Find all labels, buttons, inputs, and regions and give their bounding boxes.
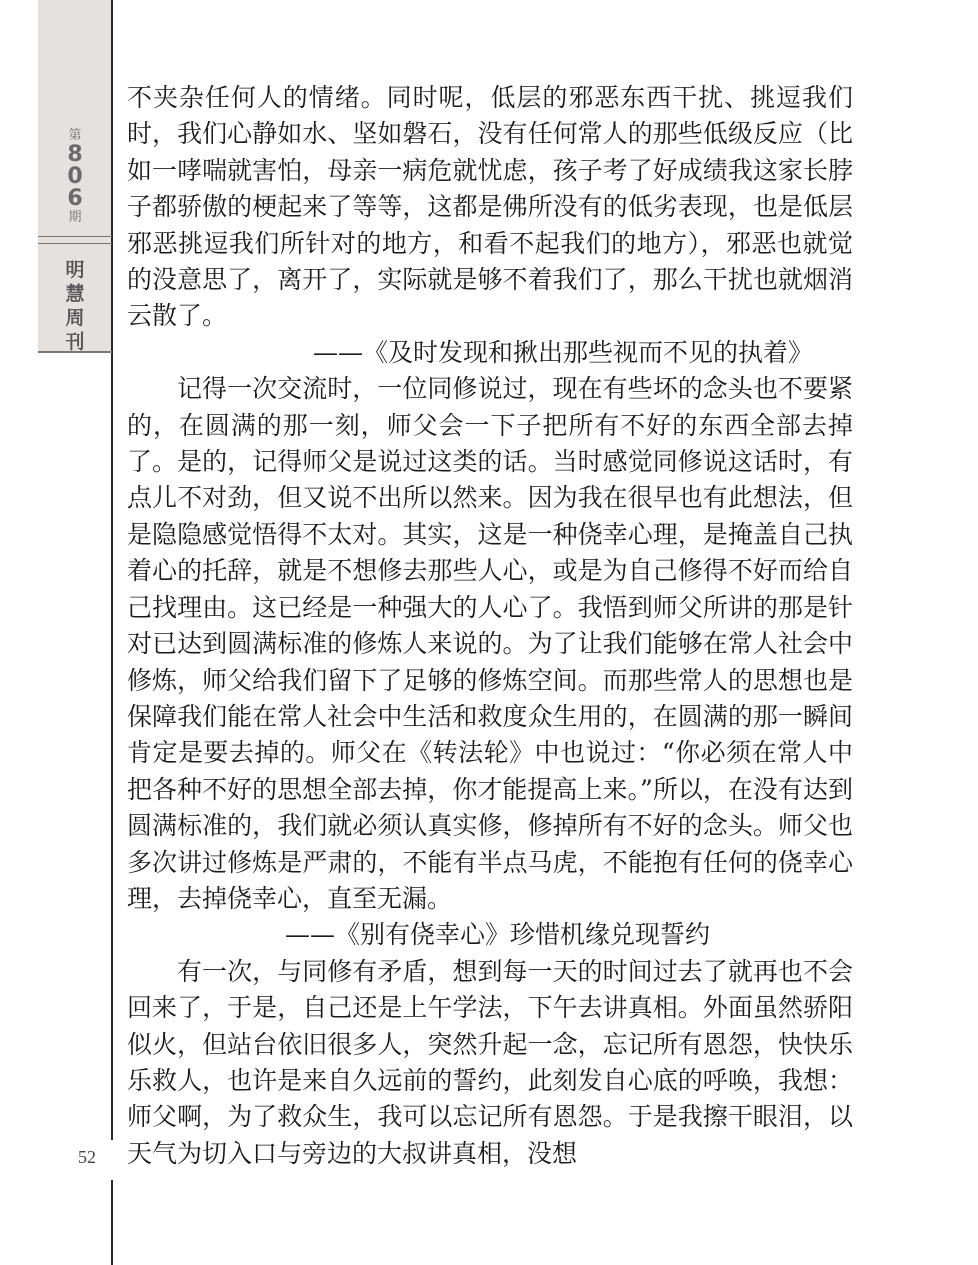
issue-prefix: 第	[68, 128, 82, 143]
body-text	[127, 80, 853, 1172]
journal-char: 明	[65, 259, 85, 281]
journal-char: 周	[65, 307, 85, 329]
paragraph: 不夹杂任何人的情绪。同时呢，低层的邪恶东西干扰、挑逗我们时，我们心静如水、坚如磐石，没有任何常人的那些低级反应（比如一哮喘就害怕，母亲一病危就忧虑，孩子考了好成绩我这家长脖子都骄傲的梗起来了等等，这都是佛所没有的低劣表现，也是低层邪恶挑逗我们所针对的地方，和看不起我们的地方），邪恶也就觉的没意思了，离开了，实际就是够不着我们了，那么干扰也就烟消云散了。	[127, 83, 853, 331]
issue-digit: 8	[67, 142, 83, 167]
journal-title	[38, 258, 112, 354]
journal-char: 慧	[65, 283, 85, 305]
paragraph: 有一次，与同修有矛盾，想到每一天的时间过去了就再也不会回来了，于是，自己还是上午学法，下午去讲真相。外面虽然骄阳似火，但站台依旧很多人，突然升起一念，忘记所有恩怨，快快乐乐救人，也许是来自久远前的誓约，此刻发自心底的呼唤，我想：师父啊，为了救众生，我可以忘记所有恩怨。于是我擦干眼泪，以天气为切入口与旁边的大叔讲真相，没想	[127, 956, 853, 1168]
issue-label	[38, 128, 112, 226]
citation: ——《及时发现和揪出那些视而不见的执着》	[312, 337, 813, 367]
page-number: 52	[78, 1147, 96, 1167]
issue-digit: 6	[67, 186, 83, 211]
issue-suffix: 期	[68, 210, 82, 225]
citation-heading: ——《别有侥幸心》珍惜机缘兑现誓约	[285, 920, 711, 950]
sidebar-divider	[38, 236, 112, 244]
issue-digit: 0	[67, 164, 83, 189]
paragraph: 记得一次交流时，一位同修说过，现在有些坏的念头也不要紧的，在圆满的那一刻，师父会一下子把所有不好的东西全部去掉了。是的，记得师父是说过这类的话。当时感觉同修说这话时，有点儿不对劲，但又说不出所以然来。因为我在很早也有此想法，但是隐隐感觉悟得不太对。其实，这是一种侥幸心理，是掩盖自己执着心的托辞，就是不想修去那些人心，或是为自己修得不好而给自己找理由。这已经是一种强大的人心了。我悟到师父所讲的那是针对已达到圆满标准的修炼人来说的。为了让我们能够在常人社会中修炼，师父给我们留下了足够的修炼空间。而那些常人的思想也是保障我们能在常人社会中生活和救度众生用的，在圆满的那一瞬间肯定是要去掉的。师父在《转法轮》中也说过：“你必须在常人中把各种不好的思想全部去掉，你才能提高上来。”所以，在没有达到圆满标准的，我们就必须认真实修，修掉所有不好的念头。师父也多次讲过修炼是严肃的，不能有半点马虎，不能抱有任何的侥幸心理，去掉侥幸心，直至无漏。	[127, 374, 853, 913]
journal-char: 刊	[65, 331, 85, 353]
